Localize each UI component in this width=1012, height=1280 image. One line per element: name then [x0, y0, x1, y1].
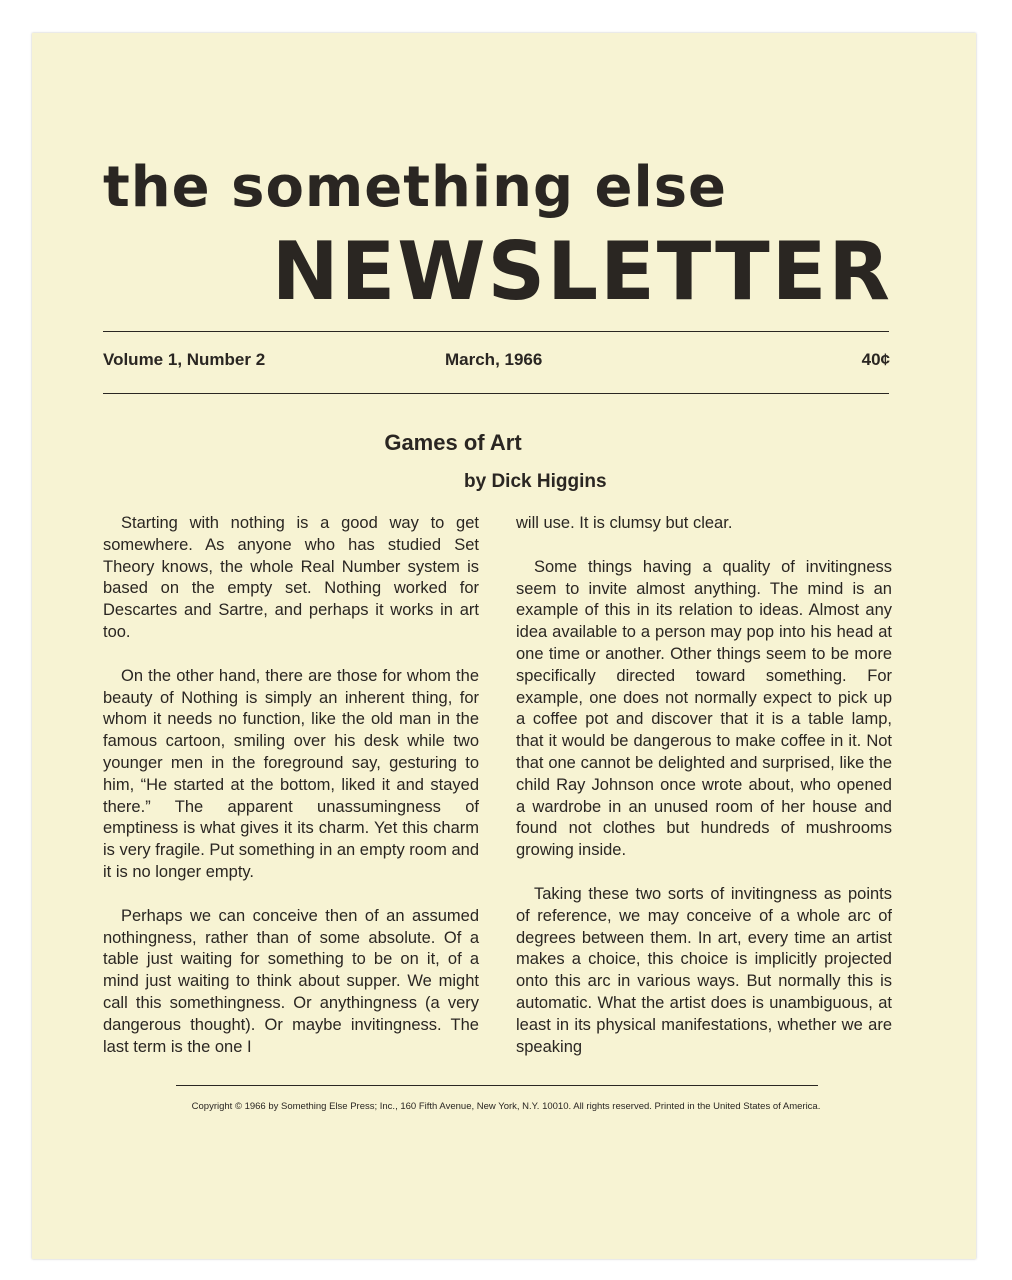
article-column-right: [516, 513, 892, 1080]
masthead-rule-bottom: [103, 393, 889, 394]
article-title: Games of Art: [384, 430, 522, 455]
paragraph: Some things having a quality of invitingness seem to invite almost anything. The mind is an example of this in its relation to ideas. Almost any idea available to a person may pop into his head at one time or another. Other things seem to be more specifically directed toward something. For example, one does not normally expect to pick up a coffee pot and discover that it is a table lamp, that it would be dangerous to make coffee in it. Not that one cannot be delighted and surprised, like the child Ray Johnson once wrote about, who opened a wardrobe in an unused room of her house and found not clothes but hundreds of mushrooms growing inside.: [516, 557, 892, 860]
issue-volume: Volume 1, Number 2: [103, 350, 266, 369]
issue-date: March, 1966: [445, 350, 543, 369]
article-byline: by Dick Higgins: [464, 471, 607, 492]
paragraph: On the other hand, there are those for whom the beauty of Nothing is simply an inherent thing, for whom it needs no function, like the old man in the famous cartoon, smiling over his desk while two younger men in the foreground say, gesturing to him, “He started at the bottom, liked it and stayed there.” The apparent unassumingness of emptiness is what gives it its charm. Yet this charm is very fragile. Put something in an empty room and it is no longer empty.: [103, 666, 480, 881]
masthead-title: NEWSLETTER: [271, 225, 892, 318]
footer-rule: [176, 1085, 818, 1086]
paragraph: Taking these two sorts of invitingness as points of reference, we may conceive of a whole arc of degrees between them. In art, every time an artist makes a choice, this choice is implicitly projected onto this arc in various ways. But normally this is automatic. What the artist does is unambiguous, at least in its physical manifestations, whether we are speaking: [516, 884, 892, 1056]
paragraph: Perhaps we can conceive then of an assumed nothingness, rather than of some absolute. Of a table just waiting for something to be on it, of a mind just waiting to think about supper. We might call this somethingness. Or anythingness (a very dangerous thought). Or maybe invitingness. The last term is the one I: [103, 906, 479, 1056]
copyright-notice: Copyright © 1966 by Something Else Press; Inc., 160 Fifth Avenue, New York, N.Y. 10010. All rights reserved. Printed in the United States of America.: [191, 1101, 821, 1112]
article-column-left: [103, 513, 479, 1080]
paragraph: will use. It is clumsy but clear.: [516, 514, 733, 532]
masthead-line-1: the something else: [103, 155, 728, 220]
issue-price: 40¢: [861, 350, 890, 369]
masthead-rule-top: [103, 331, 889, 332]
paragraph: Starting with nothing is a good way to get somewhere. As anyone who has studied Set Theory knows, the whole Real Number system is based on the empty set. Nothing worked for Descartes and Sartre, and perhaps it works in art too.: [103, 514, 479, 641]
